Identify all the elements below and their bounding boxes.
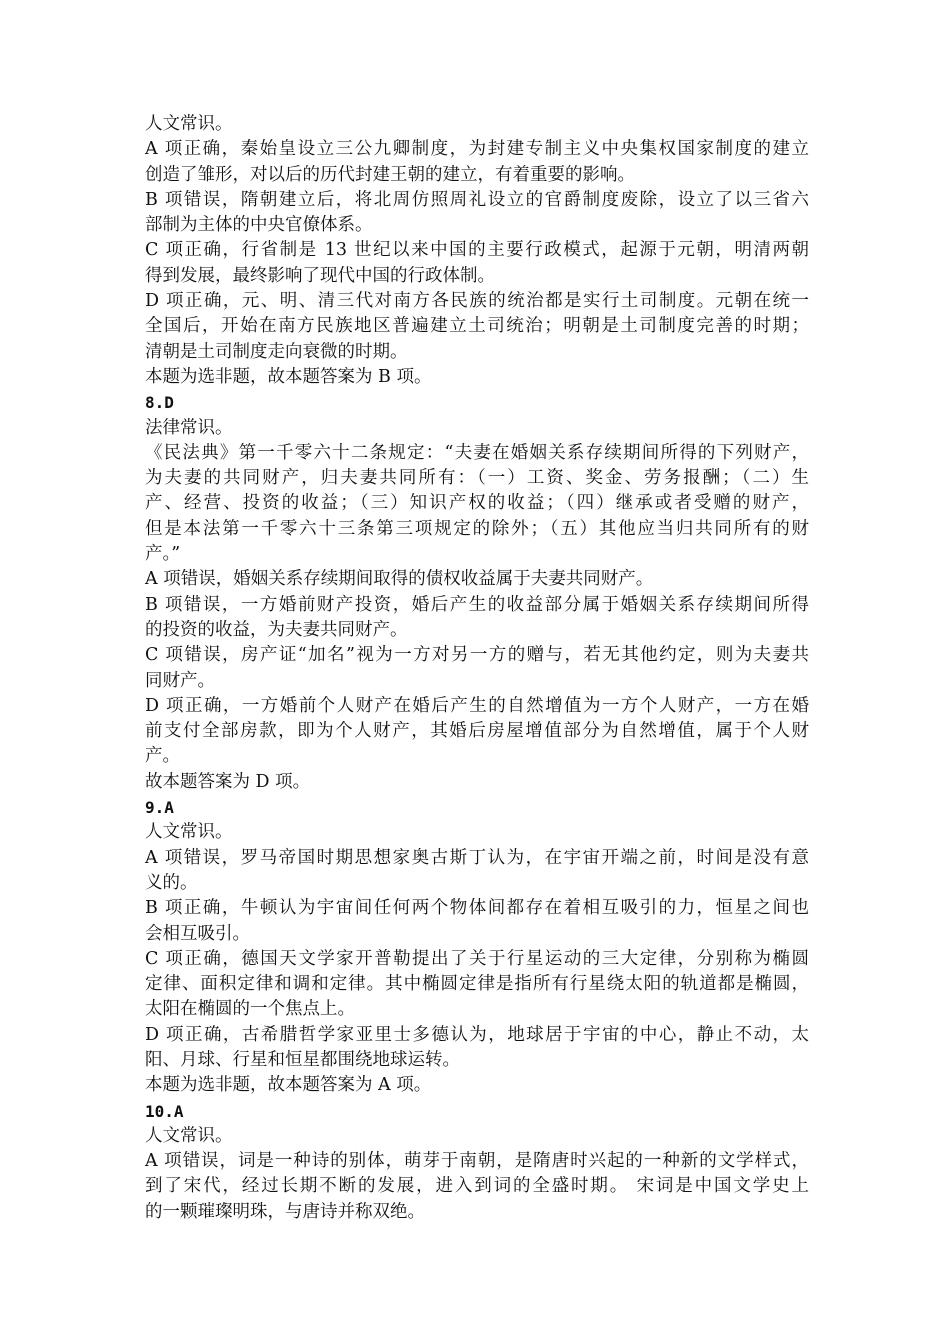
- text-line: 到了宋代，经过长期不断的发展，进入到词的全盛时期。 宋词是中国文学史上: [145, 1176, 809, 1197]
- text-line: A 项正确，秦始皇设立三公九卿制度，为封建专制主义中央集权国家制度的建立: [145, 139, 809, 160]
- text-line: 人文常识。: [145, 1125, 233, 1146]
- text-line: 本题为选非题，故本题答案为 B 项。: [145, 366, 432, 387]
- text-line: 本题为选非题，故本题答案为 A 项。: [145, 1075, 432, 1096]
- answer-heading: 10.A: [145, 1101, 184, 1121]
- text-line: 的投资的收益，为夫妻共同财产。: [145, 619, 408, 640]
- text-line: 为夫妻的共同财产，归夫妻共同所有：（一）工资、奖金、劳务报酬；（二）生: [145, 468, 809, 489]
- text-line: 产。”: [145, 544, 181, 565]
- text-line: 同财产。: [145, 670, 215, 691]
- text-line: 会相互吸引。: [145, 923, 250, 944]
- text-line: 定律、面积定律和调和定律。其中椭圆定律是指所有行星绕太阳的轨道都是椭圆，: [145, 974, 809, 995]
- text-line: A 项错误，罗马帝国时期思想家奥古斯丁认为，在宇宙开端之前，时间是没有意: [145, 847, 809, 868]
- answer-heading: 8.D: [145, 393, 174, 413]
- text-line: 人文常识。: [145, 822, 233, 843]
- text-line: 得到发展，最终影响了现代中国的行政体制。: [145, 265, 495, 286]
- text-line: 太阳在椭圆的一个焦点上。: [145, 999, 355, 1020]
- text-line: 前支付全部房款，即为个人财产，其婚后房屋增值部分为自然增值，属于个人财: [145, 721, 809, 742]
- text-line: 故本题答案为 D 项。: [145, 771, 311, 792]
- text-line: 产、经营、投资的收益；（三）知识产权的收益；（四）继承或者受赠的财产，: [145, 493, 809, 514]
- text-line: D 项正确，元、明、清三代对南方各民族的统治都是实行土司制度。元朝在统一: [145, 291, 809, 312]
- text-line: 创造了雏形，对以后的历代封建王朝的建立，有着重要的影响。: [145, 164, 635, 185]
- text-line: C 项正确，行省制是 13 世纪以来中国的主要行政模式，起源于元朝，明清两朝: [145, 240, 809, 261]
- text-line: 《民法典》第一千零六十二条规定：“夫妻在婚姻关系存续期间所得的下列财产，: [145, 442, 809, 463]
- text-line: B 项错误，隋朝建立后，将北周仿照周礼设立的官爵制度废除，设立了以三省六: [145, 189, 809, 210]
- text-line: 但是本法第一千零六十三条第三项规定的除外；（五）其他应当归共同所有的财: [145, 518, 809, 539]
- text-line: D 项正确，古希腊哲学家亚里士多德认为，地球居于宇宙的中心，静止不动，太: [145, 1024, 809, 1045]
- text-line: B 项错误，一方婚前财产投资，婚后产生的收益部分属于婚姻关系存续期间所得: [145, 594, 809, 615]
- text-line: A 项错误，词是一种诗的别体，萌芽于南朝，是隋唐时兴起的一种新的文学样式，: [145, 1151, 809, 1172]
- text-line: C 项错误，房产证“加名”视为一方对另一方的赠与，若无其他约定，则为夫妻共: [145, 645, 809, 666]
- document-page: [145, 112, 809, 1225]
- text-line: C 项正确，德国天文学家开普勒提出了关于行星运动的三大定律，分别称为椭圆: [145, 948, 809, 969]
- text-line: 义的。: [145, 872, 198, 893]
- text-line: 全国后，开始在南方民族地区普遍建立土司统治；明朝是土司制度完善的时期；: [145, 316, 809, 337]
- answer-heading: 9.A: [145, 798, 174, 818]
- text-line: 阳、月球、行星和恒星都围绕地球运转。: [145, 1049, 460, 1070]
- text-line: B 项正确，牛顿认为宇宙间任何两个物体间都存在着相互吸引的力，恒星之间也: [145, 898, 809, 919]
- text-line: 人文常识。: [145, 114, 233, 134]
- text-line: A 项错误，婚姻关系存续期间取得的债权收益属于夫妻共同财产。: [145, 569, 654, 590]
- text-line: 部制为主体的中央官僚体系。: [145, 215, 373, 236]
- text-line: 的一颗璀璨明珠，与唐诗并称双绝。: [145, 1201, 425, 1222]
- text-line: 清朝是土司制度走向衰微的时期。: [145, 341, 408, 362]
- text-line: 产。: [145, 746, 180, 767]
- text-line: D 项正确，一方婚前个人财产在婚后产生的自然增值为一方个人财产，一方在婚: [145, 695, 809, 716]
- text-line: 法律常识。: [145, 417, 233, 438]
